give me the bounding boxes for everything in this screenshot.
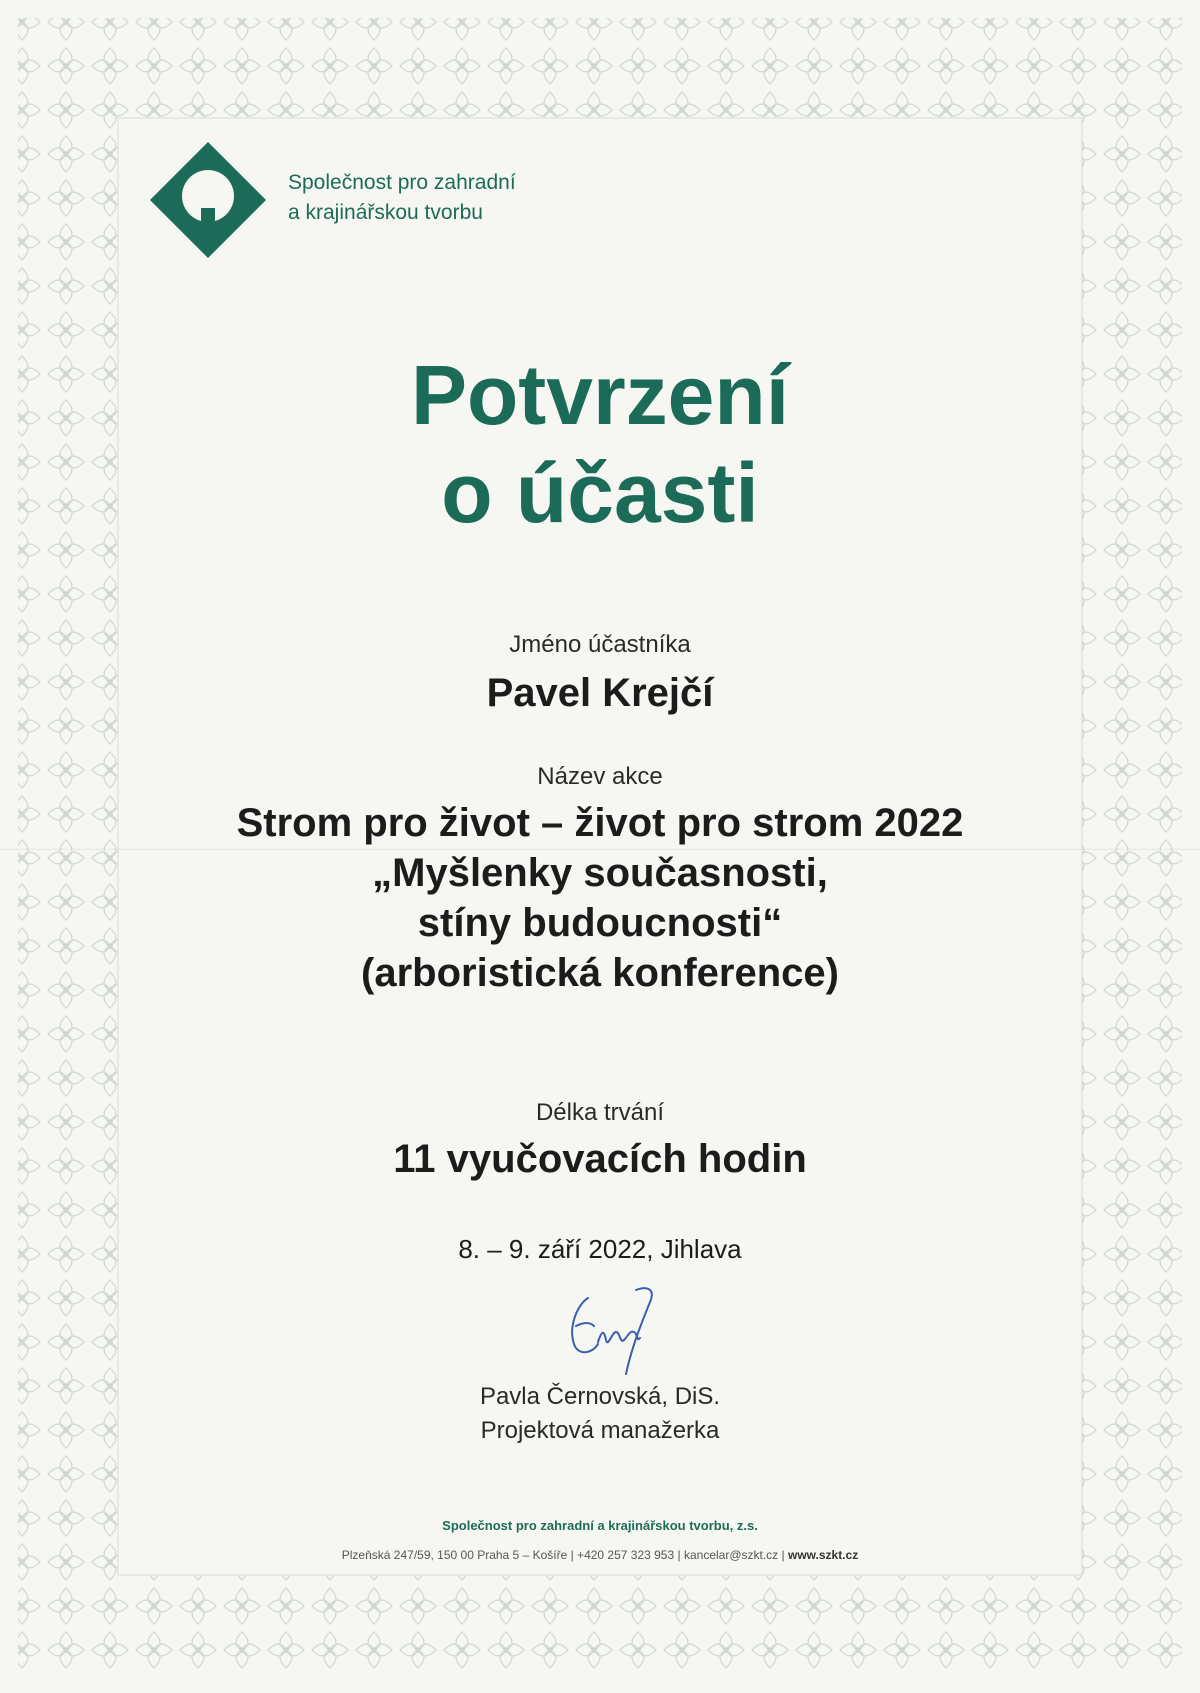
handwritten-signature: [540, 1282, 690, 1392]
date-place: 8. – 9. září 2022, Jihlava: [458, 1234, 742, 1264]
footer-address: Plzeňská 247/59, 150 00 Praha 5 – Košíře: [341, 1548, 568, 1562]
event-title-line: stíny budoucnosti“: [417, 901, 783, 945]
organization-name-line2: a krajinářskou tvorbu: [288, 201, 483, 224]
footer-separator: |: [778, 1548, 788, 1562]
date-place-section: [0, 1233, 1200, 1265]
organization-name: [288, 168, 516, 228]
event-title-line: „Myšlenky současnosti,: [372, 851, 828, 895]
signer-role: Projektová manažerka: [480, 1417, 720, 1444]
footer-phone: +420 257 323 953: [577, 1548, 675, 1562]
organization-name-line1: Společnost pro zahradní: [288, 171, 516, 194]
duration-section: [0, 1098, 1200, 1184]
title-line2: o účasti: [441, 446, 759, 540]
duration-label: Délka trvání: [535, 1099, 665, 1126]
event-title-line: (arboristická konference): [361, 951, 839, 995]
signer-name: Pavla Černovská, DiS.: [479, 1383, 721, 1410]
duration-value: 11 vyučovacích hodin: [393, 1137, 807, 1181]
szkt-diamond-tree-logo-icon: [148, 140, 268, 260]
participant-label: Jméno účastníka: [509, 631, 691, 658]
participant-section: [0, 630, 1200, 718]
title-line1: Potvrzení: [410, 348, 790, 442]
footer-organization: Společnost pro zahradní a krajinářskou tvorbu, z.s.: [442, 1518, 758, 1533]
footer-email: kancelar@szkt.cz: [683, 1548, 779, 1562]
event-section: [0, 762, 1200, 998]
footer-website: www.szkt.cz: [787, 1548, 859, 1562]
signer-block: [0, 1380, 1200, 1448]
footer-contact-line: [0, 1546, 1200, 1564]
footer-separator: |: [567, 1548, 578, 1562]
event-label: Název akce: [537, 763, 663, 790]
footer: [0, 1516, 1200, 1564]
event-title-line: Strom pro život – život pro strom 2022: [236, 801, 964, 845]
participant-name: Pavel Krejčí: [486, 671, 714, 715]
certificate-title: [0, 346, 1200, 542]
footer-separator: |: [674, 1548, 684, 1562]
